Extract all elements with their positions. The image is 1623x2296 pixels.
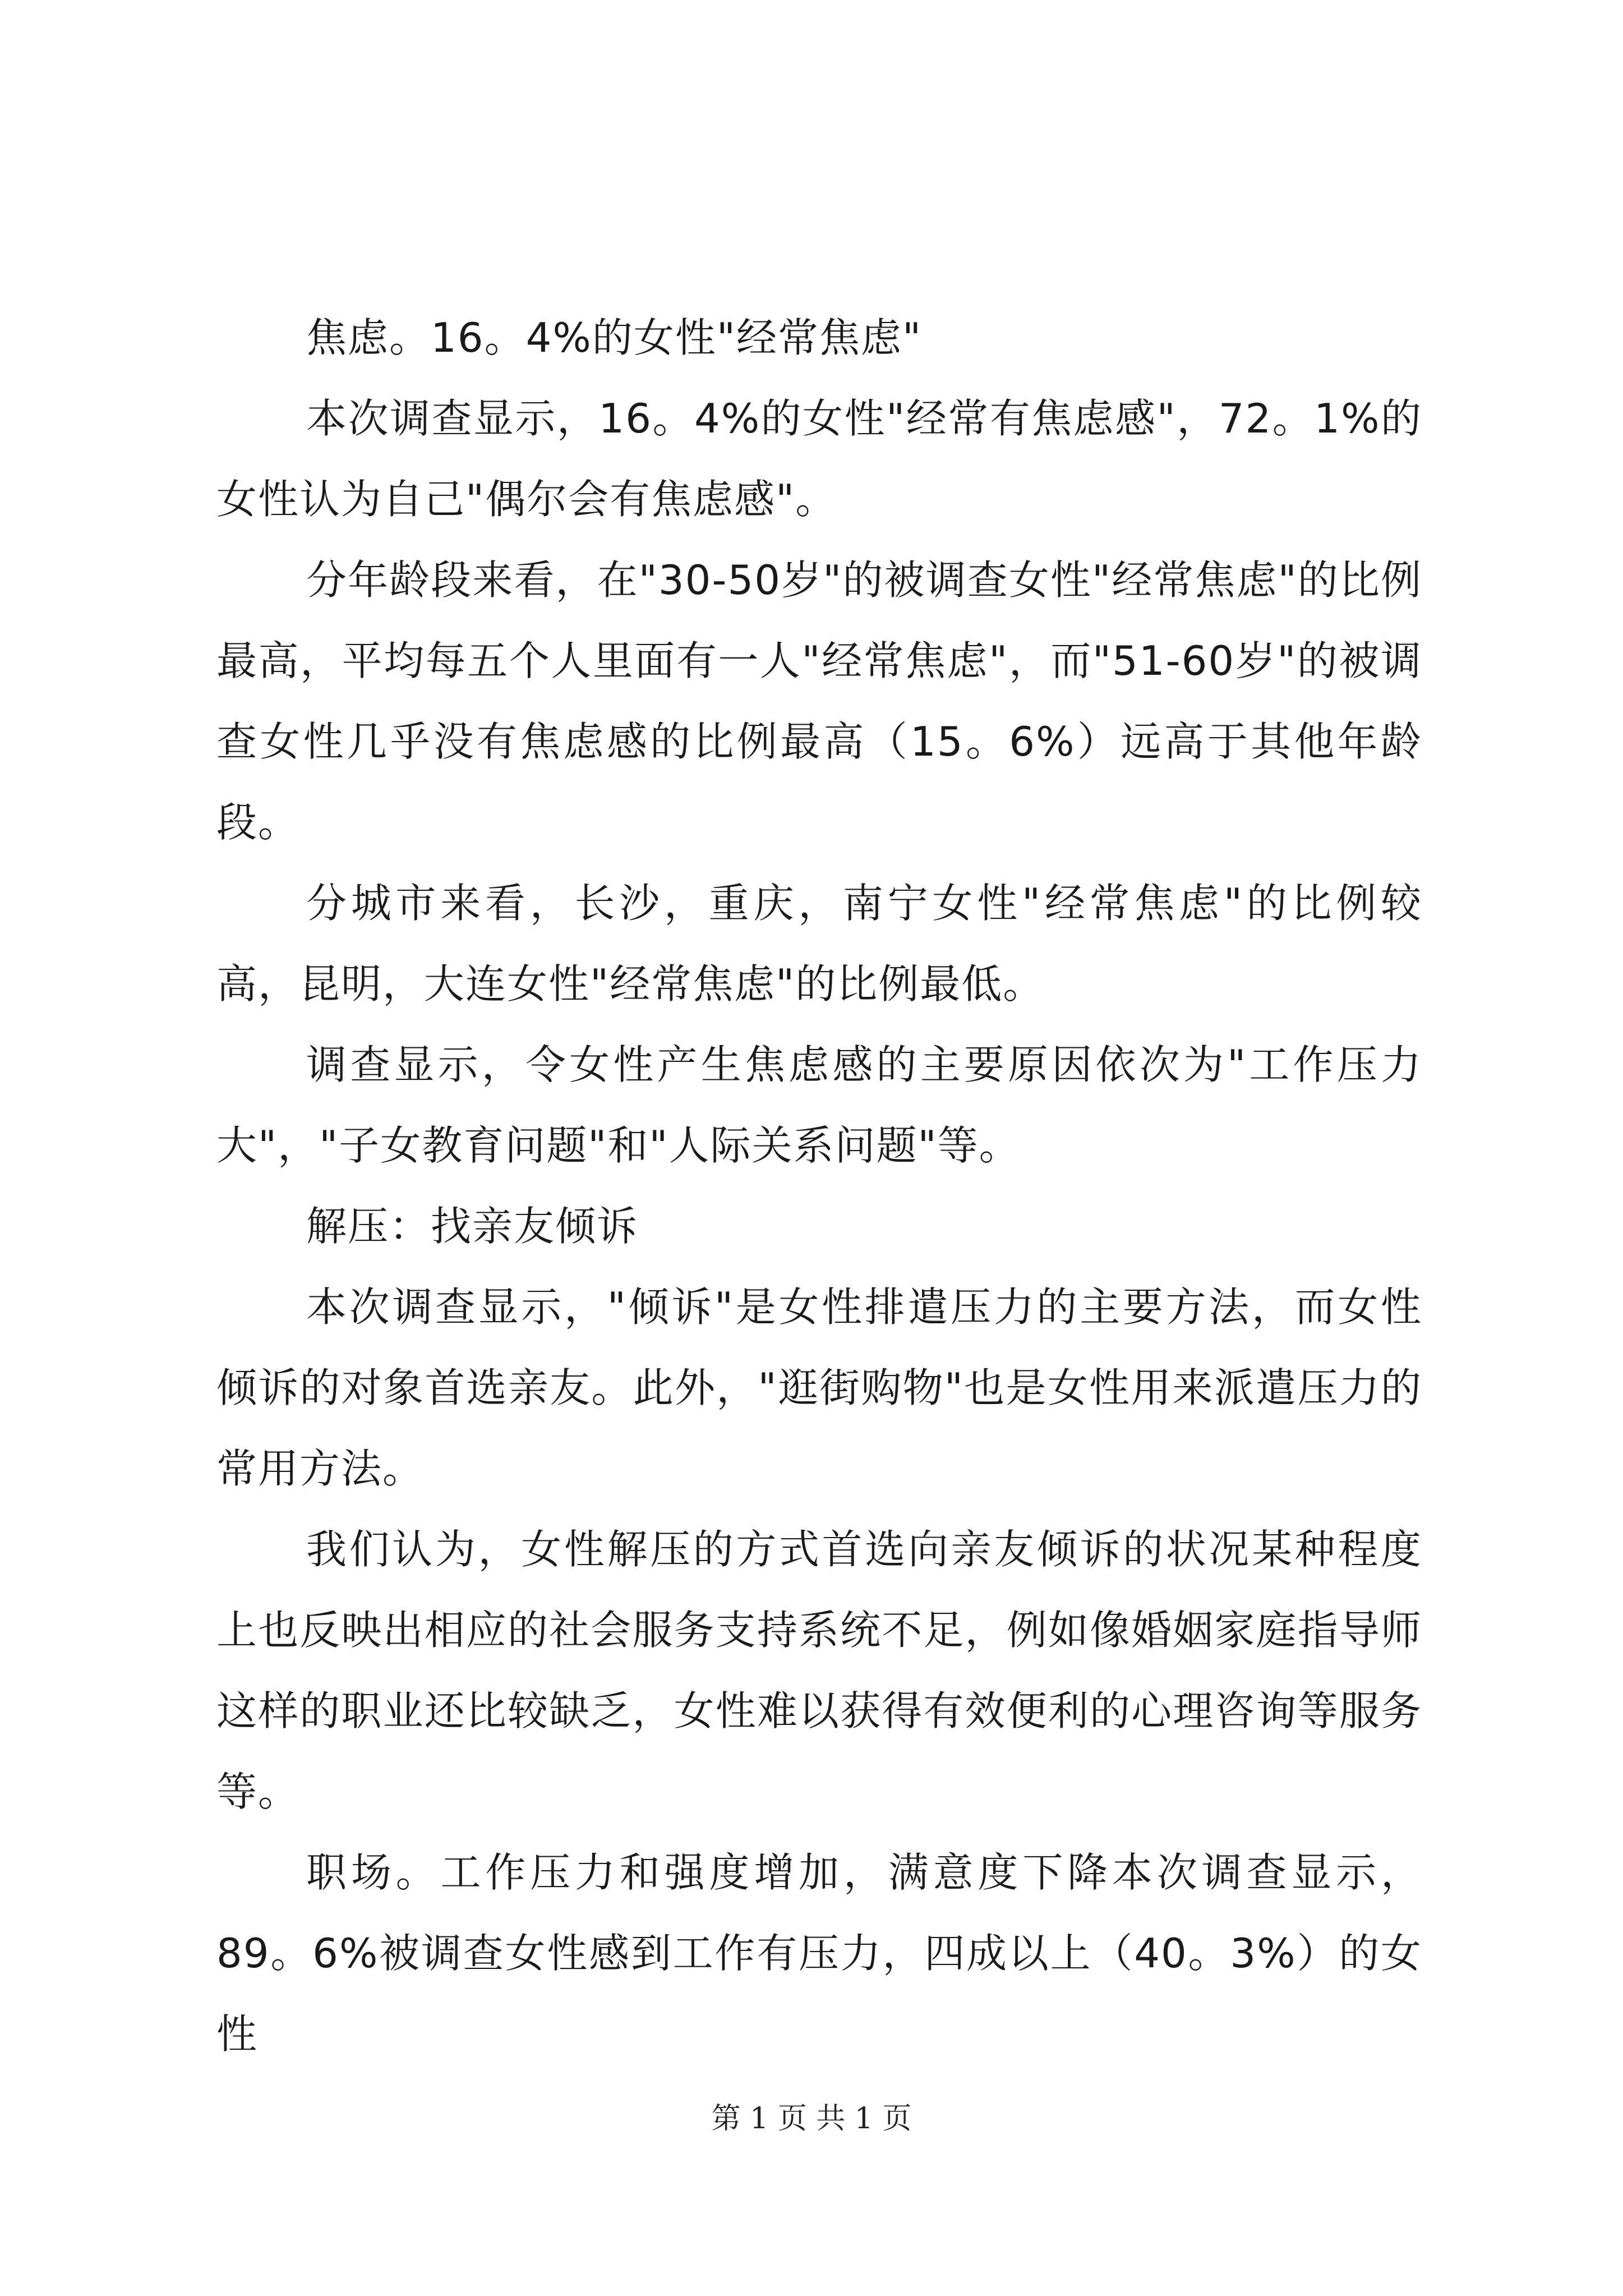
paragraph-4: 分城市来看，长沙，重庆，南宁女性"经常焦虑"的比例较高，昆明，大连女性"经常焦虑"的比例最低。 <box>216 880 1422 1007</box>
section-heading-decompress: 解压：找亲友倾诉 <box>306 1203 639 1250</box>
page-number-label: 第 1 页 共 1 页 <box>711 2102 912 2136</box>
paragraph-2: 本次调查显示，16。4%的女性"经常有焦虑感"，72。1%的女性认为自己"偶尔会有焦虑感"。 <box>216 395 1422 523</box>
paragraph-3: 分年龄段来看，在"30-50岁"的被调查女性"经常焦虑"的比例最高，平均每五个人里面有一人"经常焦虑"，而"51-60岁"的被调查女性几乎没有焦虑感的比例最高（15。6%）远高于其他年龄段。 <box>216 556 1422 846</box>
paragraph-9: 职场。工作压力和强度增加，满意度下降本次调查显示，89。6%被调查女性感到工作有压力，四成以上（40。3%）的女性 <box>216 1849 1422 2058</box>
paragraph-1: 焦虑。16。4%的女性"经常焦虑" <box>306 314 923 361</box>
document-body <box>216 297 1422 2074</box>
paragraph-7: 本次调查显示，"倾诉"是女性排遣压力的主要方法，而女性倾诉的对象首选亲友。此外，"逛街购物"也是女性用来派遣压力的常用方法。 <box>216 1283 1422 1492</box>
paragraph-5: 调查显示，令女性产生焦虑感的主要原因依次为"工作压力大"，"子女教育问题"和"人际关系问题"等。 <box>216 1041 1422 1169</box>
paragraph-8: 我们认为，女性解压的方式首选向亲友倾诉的状况某种程度上也反映出相应的社会服务支持系统不足，例如像婚姻家庭指导师这样的职业还比较缺乏，女性难以获得有效便利的心理咨询等服务等。 <box>216 1526 1422 1815</box>
page-footer <box>0 2099 1623 2138</box>
